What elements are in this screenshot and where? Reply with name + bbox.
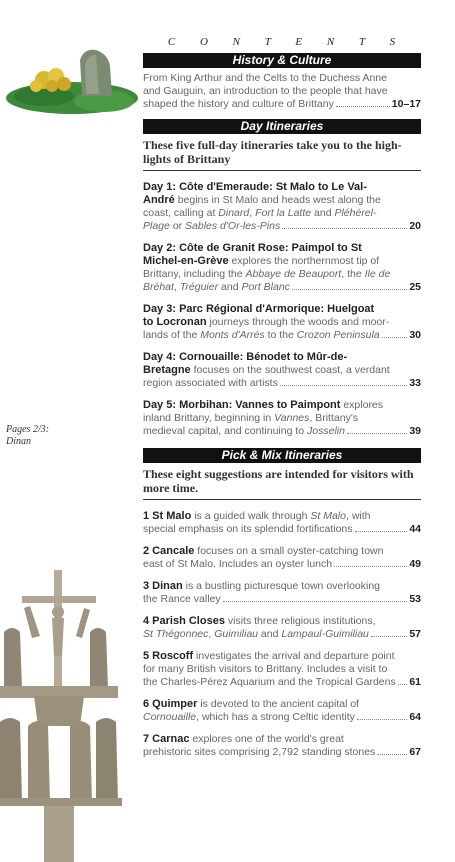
page-number: 30 [409,329,421,341]
page-number: 53 [409,593,421,605]
page-number: 57 [409,628,421,640]
page-number: 33 [409,377,421,389]
standing-stone-photo [4,46,138,116]
day-4-entry[interactable]: Day 4: Cornouaille: Bénodet to Mûr-de- Bretagne focuses on the southwest coast, a verdant region associated with artists 33 [143,351,421,389]
day-2-entry[interactable]: Day 2: Côte de Granit Rose: Paimpol to St Michel-en-Grève explores the northernmost tip of Brittany, including the Abbaye de Beauport, the Ile de Bréhat, Tréguier and Port Blanc 25 [143,242,421,293]
page-number: 20 [409,220,421,232]
page-number: 64 [409,711,421,723]
calvary-sculpture-photo [0,566,122,862]
pick-5-entry[interactable]: 5 Roscoff investigates the arrival and departure point for many British visitors to Brittany. Includes a visit to the Charles-Pérez Aquarium and the Tropical Gardens 61 [143,650,421,688]
page-number: 49 [409,558,421,570]
contents-column [143,36,421,768]
pick-4-entry[interactable]: 4 Parish Closes visits three religious institutions, St Thégonnec, Guimiliau and Lampaul-Guimiliau 57 [143,615,421,640]
history-entry[interactable]: From King Arthur and the Celts to the Duchess Anne and Gauguin, an introduction to the people that have shaped the history and culture of Brittany 10–17 [143,72,421,110]
day-3-entry[interactable]: Day 3: Parc Régional d'Armorique: Huelgoat to Locronan journeys through the woods and moor- lands of the Monts d'Arrés to the Crozon Peninsula 30 [143,303,421,341]
day-itineraries-bar: Day Itineraries [143,119,421,134]
page-number: 39 [409,425,421,437]
contents-title: C O N T E N T S [167,36,407,48]
history-culture-bar: History & Culture [143,53,421,68]
pick-intro: These eight suggestions are intended for visitors with more time. [143,467,414,495]
page-number: 10–17 [391,98,421,110]
day-intro: These five full-day itineraries take you to the high- lights of Brittany [143,138,402,166]
page-number: 61 [409,676,421,688]
divider [143,499,421,500]
page-number: 67 [409,746,421,758]
pick-2-entry[interactable]: 2 Cancale focuses on a small oyster-catching town east of St Malo. Includes an oyster lunch 49 [143,545,421,570]
divider [143,170,421,171]
pick-1-entry[interactable]: 1 St Malo is a guided walk through St Malo, with special emphasis on its splendid fortifications 44 [143,510,421,535]
figure-caption: Pages 2/3: Dinan [6,424,50,447]
day-1-entry[interactable]: Day 1: Côte d'Emeraude: St Malo to Le Val- André begins in St Malo and heads west along the coast, calling at Dinard, Fort la Latte and Pléhérel- Plage or Sables d'Or-les-Pins 20 [143,181,421,232]
pick-3-entry[interactable]: 3 Dinan is a bustling picturesque town overlooking the Rance valley 53 [143,580,421,605]
pick-7-entry[interactable]: 7 Carnac explores one of the world's great prehistoric sites comprising 2,792 standing stones 67 [143,733,421,758]
page-number: 25 [409,281,421,293]
page-number: 44 [409,523,421,535]
pick-mix-bar: Pick & Mix Itineraries [143,448,421,463]
day-5-entry[interactable]: Day 5: Morbihan: Vannes to Paimpont explores inland Brittany, beginning in Vannes, Brittany's medieval capital, and continuing to Josselin 39 [143,399,421,437]
pick-6-entry[interactable]: 6 Quimper is devoted to the ancient capital of Cornouaille, which has a strong Celtic identity 64 [143,698,421,723]
